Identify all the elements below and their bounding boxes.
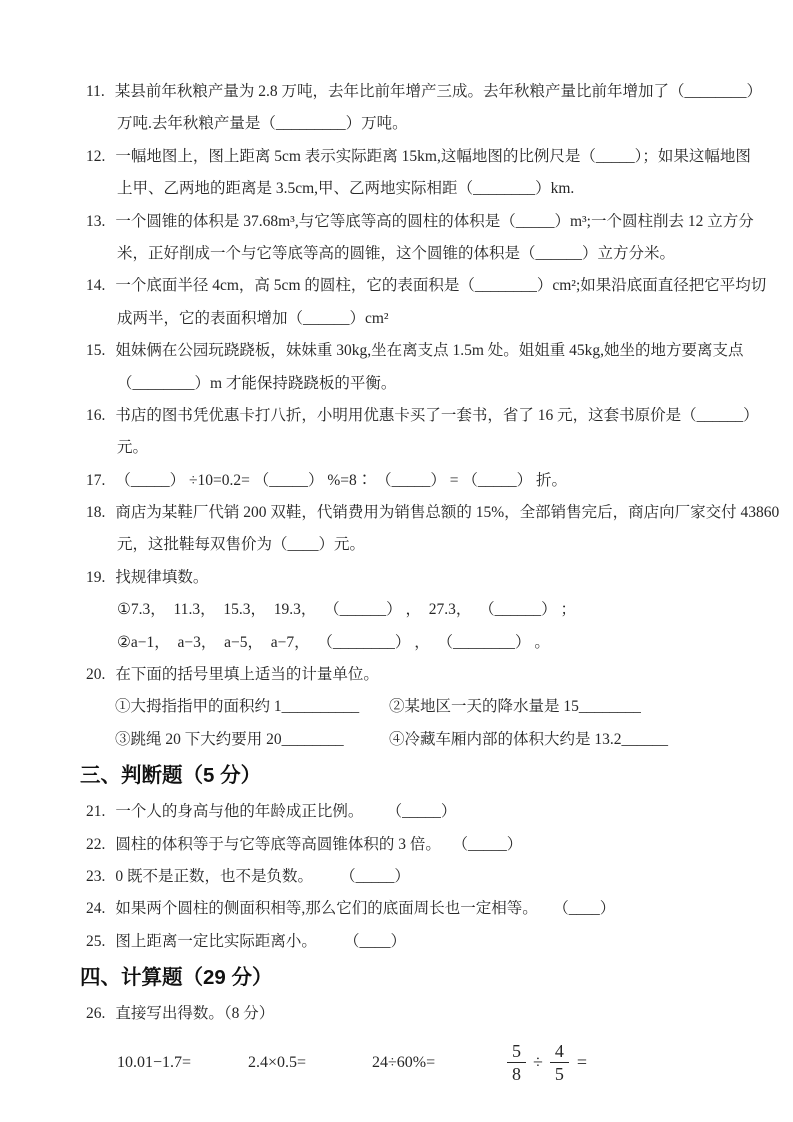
question-line: [0, 659, 793, 691]
two-column-line: [0, 724, 793, 756]
question-text: 如果两个圆柱的侧面积相等,那么它们的底面周长也一定相等。 （____）: [115, 900, 616, 918]
question-number: 22.: [86, 835, 106, 853]
question-line: [0, 861, 793, 893]
question-number: 20.: [86, 666, 106, 684]
question-line: [0, 497, 793, 529]
left-column-item: ③跳绳 20 下大约要用 20________: [115, 730, 344, 748]
equals-sign: =: [576, 1052, 588, 1073]
question-line: [0, 141, 793, 173]
question-number: 18.: [86, 504, 106, 522]
question-continuation-line: ①7.3， 11.3， 15.3， 19.3， （______） ， 27.3， （______） ；: [117, 601, 576, 619]
question-continuation-line: 成两半，它的表面积增加（______）cm²: [117, 309, 389, 327]
right-column-item: ②某地区一天的降水量是 15________: [389, 698, 641, 716]
question-line: [0, 829, 793, 861]
question-number: 26.: [86, 1005, 106, 1023]
calculation-expression-row: [0, 1031, 793, 1095]
right-column-item: ④冷藏车厢内部的体积大约是 13.2______: [389, 730, 669, 748]
fraction: [550, 1041, 569, 1084]
question-continuation-line: 上甲、乙两地的距离是 3.5cm,甲、乙两地实际相距（________）km.: [117, 180, 575, 198]
question-number: 19.: [86, 568, 106, 586]
question-number: 11.: [86, 83, 105, 100]
question-continuation-line: 元。: [117, 439, 149, 457]
question-number: 12.: [86, 147, 106, 165]
question-continuation-line: 米，正好削成一个与它等底等高的圆锥，这个圆锥的体积是（______）立方分米。: [117, 244, 676, 262]
question-text: 找规律填数。: [115, 568, 209, 586]
question-text: 图上距离一定比实际距离小。 （____）: [115, 932, 407, 950]
question-text: 一个人的身高与他的年龄成正比例。 （_____）: [115, 803, 457, 821]
question-text: 圆柱的体积等于与它等底等高圆锥体积的 3 倍。 （_____）: [115, 835, 523, 853]
question-line: [0, 206, 793, 238]
question-text: 一个圆锥的体积是 37.68m³,与它等底等高的圆柱的体积是（_____）m³;一个圆柱削去 12 立方分: [115, 212, 754, 230]
question-line: [0, 926, 793, 958]
section-heading: 四、计算题（29 分）: [80, 966, 273, 990]
question-text: 0 既不是正数，也不是负数。 （_____）: [115, 867, 410, 885]
question-line: [0, 76, 793, 108]
calculation-expression: 24÷60%=: [372, 1053, 436, 1071]
fraction-denominator: 5: [554, 1064, 564, 1085]
question-text: 一幅地图上，图上距离 5cm 表示实际距离 15km,这幅地图的比例尺是（_____）；如果这幅地图: [115, 147, 751, 165]
question-line: [0, 796, 793, 828]
question-number: 23.: [86, 867, 106, 885]
question-number: 21.: [86, 803, 106, 821]
question-continuation-line: ②a−1， a−3， a−5， a−7， （________） ， （________） 。: [117, 633, 550, 651]
question-line: [0, 400, 793, 432]
question-text: 姐妹俩在公园玩跷跷板，妹妹重 30kg,坐在离支点 1.5m 处。姐姐重 45kg,她坐的地方要离支点: [115, 342, 744, 360]
question-text: 商店为某鞋厂代销 200 双鞋，代销费用为销售总额的 15%，全部销售完后，商店向厂家交付 43860: [115, 504, 780, 522]
question-number: 14.: [86, 277, 106, 295]
question-text: 一个底面半径 4cm，高 5cm 的圆柱，它的表面积是（________）cm²;如果沿底面直径把它平均切: [115, 277, 767, 295]
question-continuation-line: 元，这批鞋每双售价为（____）元。: [117, 536, 366, 554]
fraction-denominator: 8: [512, 1064, 521, 1085]
question-text: 书店的图书凭优惠卡打八折，小明用优惠卡买了一套书，省了 16 元，这套书原价是（______）: [115, 406, 759, 424]
question-number: 17.: [86, 471, 106, 489]
question-continuation-line: 万吨.去年秋粮产量是（_________）万吨。: [117, 115, 408, 133]
fraction-numerator: 5: [507, 1041, 526, 1063]
question-line: [0, 465, 793, 497]
question-text: 在下面的括号里填上适当的计量单位。: [115, 666, 379, 684]
fraction-numerator: 4: [550, 1041, 569, 1063]
question-text: （_____） ÷10=0.2= （_____） %=8∶ （_____） = （_____） 折。: [115, 471, 568, 489]
question-line: [0, 998, 793, 1030]
question-number: 24.: [86, 900, 106, 918]
calculation-expression: 10.01−1.7=: [117, 1053, 192, 1071]
question-text: 某县前年秋粮产量为 2.8 万吨，去年比前年增产三成。去年秋粮产量比前年增加了（________）: [114, 83, 762, 100]
question-line: [0, 562, 793, 594]
question-line: [0, 335, 793, 367]
document-body: [0, 76, 793, 1095]
fraction: [507, 1041, 526, 1084]
calculation-expression: 2.4×0.5=: [248, 1053, 307, 1071]
question-number: 13.: [86, 212, 106, 230]
fraction-expression: [507, 1041, 587, 1084]
question-line: [0, 270, 793, 302]
section-heading: 三、判断题（5 分）: [80, 764, 262, 788]
question-line: [0, 893, 793, 925]
question-number: 25.: [86, 932, 106, 950]
left-column-item: ①大拇指指甲的面积约 1__________: [115, 698, 360, 716]
question-continuation-line: （________）m 才能保持跷跷板的平衡。: [117, 374, 397, 392]
question-number: 16.: [86, 406, 106, 424]
question-text: 直接写出得数。（8 分）: [115, 1005, 275, 1023]
division-operator: ÷: [533, 1052, 543, 1073]
question-number: 15.: [86, 342, 106, 360]
two-column-line: [0, 691, 793, 723]
